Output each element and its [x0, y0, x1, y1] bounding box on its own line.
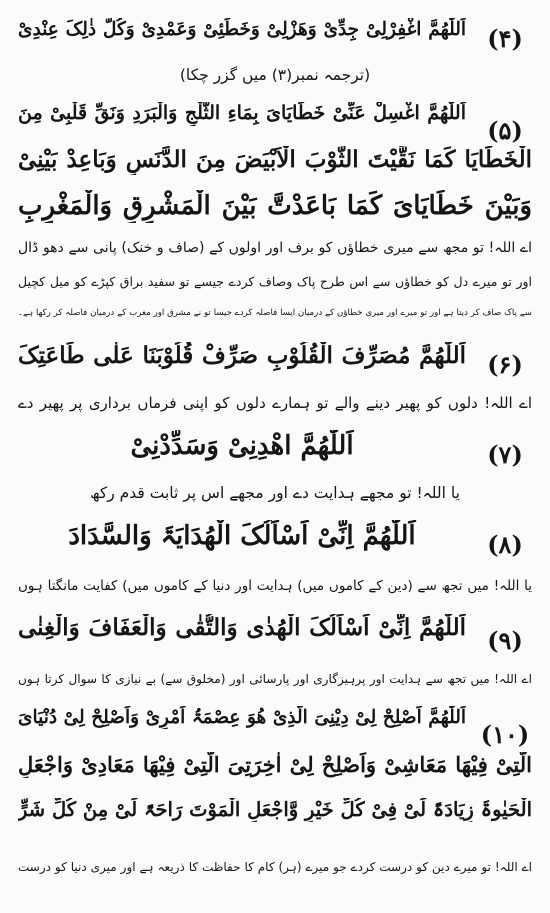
- arabic-dua-line: اَللّٰھُمَّ اِنِّیْ اَسْاَلُکَ الْھُدَایَۃَ وَالسَّدَادَ: [68, 521, 416, 551]
- urdu-translation-line: سے پاک صاف کر دیتا ہے اور تو میرے اور میری خطاؤں کے درمیان ایسا فاصلہ کردے جیسا تو نے مشرق اور مغرب کے درمیان فاصلہ کر رکھا ہے۔: [18, 308, 532, 318]
- arabic-dua-line: اَللّٰھُمَّ اغْسِلْ عَنِّیْ خَطَایَایَ بِمَاءِ الثَّلْجِ وَالْبَرَدِ وَنَقِّ قَلْبِیْ مِنَ: [18, 102, 466, 124]
- arabic-dua-line: وَبَیْنَ خَطَایَایَ کَمَا بَاعَدْتَّ بَیْنَ الْمَشْرِقِ وَالْمَغْرِبِ: [18, 191, 532, 221]
- arabic-dua-line: اَللّٰھُمَّ اغْفِرْلِیْ جِدِّیْ وَھَزْلِیْ وَخَطَئِیْ وَعَمْدِیْ وَکُلُّ ذٰلِکَ عِنْدِیْ: [18, 19, 466, 40]
- arabic-dua-line: الْحَیٰوۃَ زِیَادَۃً لِّیْ فِیْ کُلِّ خَیْرٍ وَّاجْعَلِ الْمَوْتَ رَاحَۃً لِّیْ مِنْ کُلِّ شَرٍّ: [18, 798, 532, 821]
- dua-number: (۱۰): [480, 720, 530, 749]
- dua-number: (۶): [487, 350, 523, 379]
- arabic-dua-line: اَللّٰھُمَّ اَصْلِحْ لِیْ دِیْنِیَ الَّذِیْ ھُوَ عِصْمَۃُ اَمْرِیْ وَاَصْلِحْ لِیْ دُنْیَایَ: [18, 707, 466, 728]
- arabic-dua-line: اَللّٰھُمَّ اھْدِنِیْ وَسَدِّدْنِیْ: [130, 431, 354, 461]
- urdu-translation-line: اے اللہ! میں تجھ سے ہدایت اور پرہیزگاری اور پارسائی اور (مخلوق سے) بے نیازی کا سوال کرتا ہوں: [18, 672, 532, 686]
- urdu-translation-line: اے اللہ! دلوں کو پھیر دینے والے تو ہمارے دلوں کو اپنی فرماں برداری پر پھیر دے: [18, 394, 532, 412]
- translation-note: (ترجمہ نمبر(۳) میں گزر چکا): [179, 66, 371, 84]
- urdu-translation-line: یا اللہ! تو مجھے ہدایت دے اور مجھے اس پر ثابت قدم رکھ: [90, 484, 460, 502]
- dua-number: (۴): [487, 24, 523, 53]
- arabic-dua-line: الْخَطَایَا کَمَا نَقَّیْتَ الثَّوْبَ الْاَبْیَضَ مِنَ الدَّنَسِ وَبَاعِدْ بَیْنِیْ: [18, 146, 532, 173]
- dua-number: (۸): [487, 530, 523, 559]
- urdu-translation-line: یا اللہ! میں تجھ سے (دین کے کاموں میں) ہدایت اور دنیا کے کاموں میں) کفایت مانگتا ہوں: [18, 578, 532, 594]
- arabic-dua-line: الَّتِیْ فِیْھَا مَعَاشِیْ وَاَصْلِحْ لِیْ اٰخِرَتِیَ الَّتِیْ فِیْھَا مَعَادِیْ وَاجْعَلِ: [18, 752, 532, 777]
- dua-number: (۷): [487, 440, 523, 469]
- arabic-dua-line: اَللّٰھُمَّ مُصَرِّفَ الْقُلُوْبِ صَرِّفْ قُلُوْبَنَا عَلٰی طَاعَتِکَ: [18, 342, 466, 369]
- dua-number: (۵): [487, 116, 523, 145]
- arabic-dua-line: اَللّٰھُمَّ اِنِّیْ اَسْاَلُکَ الْھُدٰی وَالتُّقٰی وَالْعَفَافَ وَالْغِنٰی: [18, 614, 466, 641]
- urdu-translation-line: اور تو میرے دل کو خطاؤں سے اس طرح پاک وصاف کردے جیسے تو سفید براق کپڑے کو میل کچیل: [18, 274, 532, 289]
- dua-number: (۹): [487, 626, 523, 655]
- urdu-translation-line: اے اللہ! تو میرے دین کو درست کردے جو میرے (ہر) کام کا حفاظت کا ذریعہ ہے اور میری دنیا کو درست: [18, 860, 532, 874]
- urdu-translation-line: اے اللہ! تو مجھ سے میری خطاؤں کو برف اور اولوں کے (صاف و خنک) پانی سے دھو ڈال: [18, 240, 532, 256]
